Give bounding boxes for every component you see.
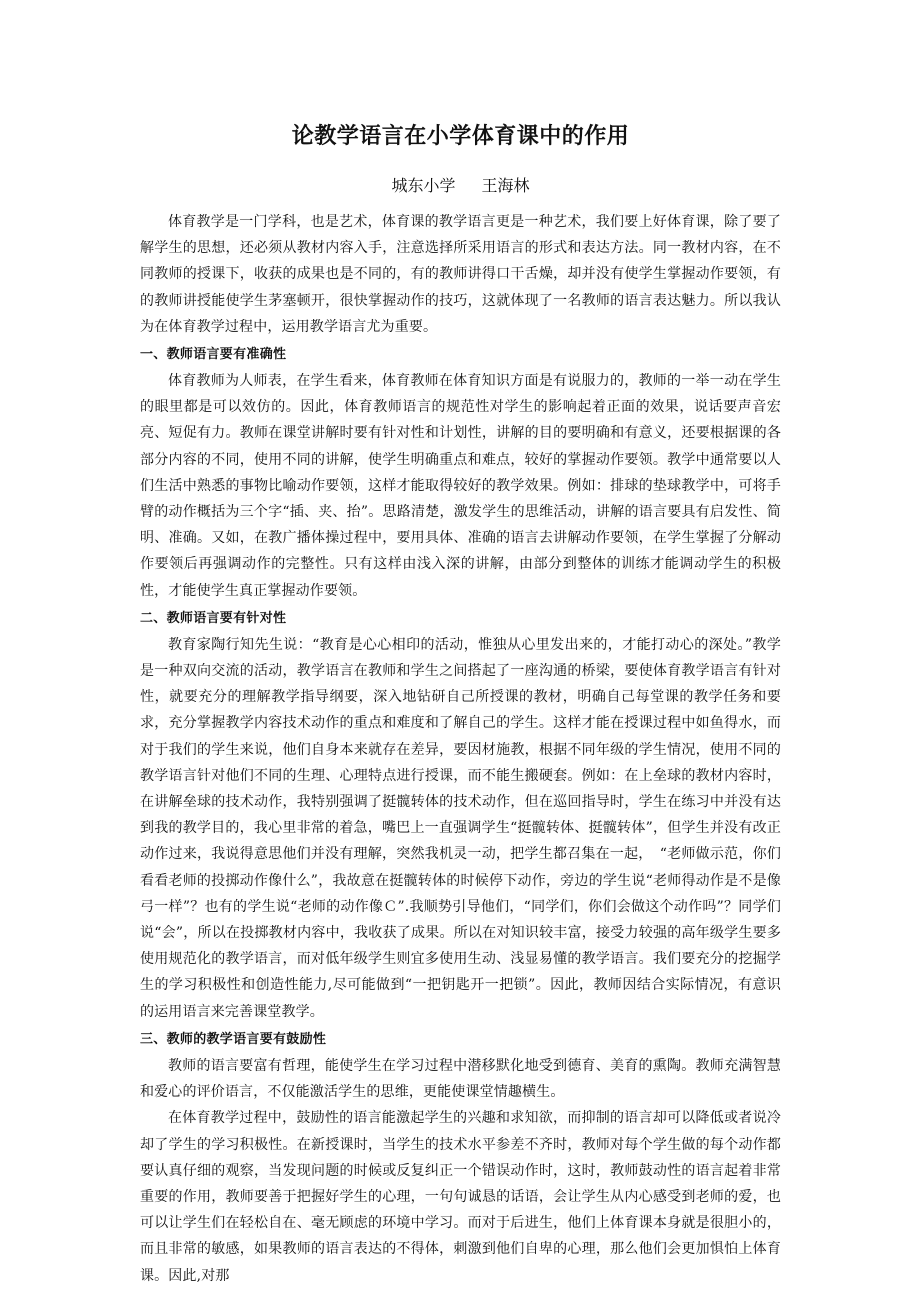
body-paragraph: 教师的语言要富有哲理，能使学生在学习过程中潜移默化地受到德育、美育的熏陶。教师充满智慧和爱心的评价语言，不仅能激活学生的思维，更能使课堂情趣横生。 [140,1057,781,1101]
author-name: 王海林 [481,176,530,195]
body-paragraph: 体育教师为人师表，在学生看来，体育教师在体育知识方面是有说服力的，教师的一举一动在学生的眼里都是可以效仿的。因此，体育教师语言的规范性对学生的影响起着正面的效果，说话要声音宏亮、短促有力。教师在课堂讲解时要有针对性和计划性，讲解的目的要明确和有意义，还要根据课的各部分内容的不同，使用不同的讲解，使学生明确重点和难点，较好的掌握动作要领。教学中通常要以人们生活中熟悉的事物比喻动作要领，这样才能取得较好的教学效果。例如：排球的垫球教学中，可将手臂的动作概括为三个字“插、夹、抬”。思路清楚，激发学生的思维活动，讲解的语言要具有启发性、简明、准确。又如，在教广播体操过程中，要用具体、准确的语言去讲解动作要领，在学生掌握了分解动作要领后再强调动作的完整性。只有这样由浅入深的讲解，由部分到整体的训练才能调动学生的积极性，才能使学生真正掌握动作要领。 [140,373,781,599]
section-heading: 二、教师语言要有针对性 [140,610,287,626]
document-page [140,120,781,1289]
author-line [140,173,781,199]
intro-paragraph: 体育教学是一门学科，也是艺术，体育课的教学语言更是一种艺术，我们要上好体育课，除了要了解学生的思想，还必须从教材内容入手，注意选择所采用语言的形式和表达方法。同一教材内容，在不同教师的授课下，收获的成果也是不同的，有的教师讲得口干舌燥，却并没有使学生掌握动作要领，有的教师讲授能使学生茅塞顿开，很快掌握动作的技巧，这就体现了一名教师的语言表达魅力。所以我认为在体育教学过程中，运用教学语言尤为重要。 [140,214,781,335]
section-heading: 三、教师的教学语言要有鼓励性 [140,1031,327,1047]
body-paragraph: 在体育教学过程中，鼓励性的语言能激起学生的兴趣和求知欲，而抑制的语言却可以降低或者说冷却了学生的学习积极性。在新授课时，当学生的技术水平参差不齐时，教师对每个学生做的每个动作都要认真仔细的观察，当发现问题的时候或反复纠正一个错误动作时，这时，教师鼓动性的语言起着非常重要的作用，教师要善于把握好学生的心理，一句句诚恳的话语，会让学生从内心感受到老师的爱，也可以让学生们在轻松自在、毫无顾虑的环境中学习。而对于后进生，他们上体育课本身就是很胆小的，而且非常的敏感，如果教师的语言表达的不得体，刺激到他们自卑的心理，那么他们会更加惧怕上体育课。因此,对那 [140,1110,781,1284]
body-paragraph: 教育家陶行知先生说：“教育是心心相印的活动，惟独从心里发出来的，才能打动心的深处。”教学是一种双向交流的活动，教学语言在教师和学生之间搭起了一座沟通的桥梁，要使体育教学语言有针对性，就要充分的理解教学指导纲要，深入地钻研自己所授课的教材，明确自己每堂课的教学任务和要求，充分掌握教学内容技术动作的重点和难度和了解自己的学生。这样才能在授课过程中如鱼得水，而对于我们的学生来说，他们自身本来就存在差异，要因材施教，根据不同年级的学生情况，使用不同的教学语言针对他们不同的生理、心理特点进行授课，而不能生搬硬套。例如：在上垒球的教材内容时，在讲解垒球的技术动作，我特别强调了挺髋转体的技术动作，但在巡回指导时，学生在练习中并没有达到我的教学目的，我心里非常的着急，嘴巴上一直强调学生“挺髋转体、挺髋转体”，但学生并没有改正动作过来，我说得意思他们并没有理解，突然我机灵一动，把学生都召集在一起， “老师做示范，你们看看老师的投掷动作像什么”，我故意在挺髋转体的时候停下动作，旁边的学生说“老师得动作是不是像弓一样”？也有的学生说“老师的动作像Ｃ”.我顺势引导他们，“同学们，你们会做这个动作吗”？同学们说“会”，所以在投掷教材内容中，我收获了成果。所以在对知识较丰富，接受力较强的高年级学生要多使用规范化的教学语言，而对低年级学生则宜多使用生动、浅显易懂的教学语言。我们要充分的挖掘学生的学习积极性和创造性能力,尽可能做到“一把钥匙开一把锁”。因此，教师因结合实际情况，有意识的运用语言来完善课堂教学。 [140,636,781,1020]
document-title: 论教学语言在小学体育课中的作用 [291,123,630,149]
section-heading: 一、教师语言要有准确性 [140,347,287,363]
school-name: 城东小学 [391,176,456,195]
